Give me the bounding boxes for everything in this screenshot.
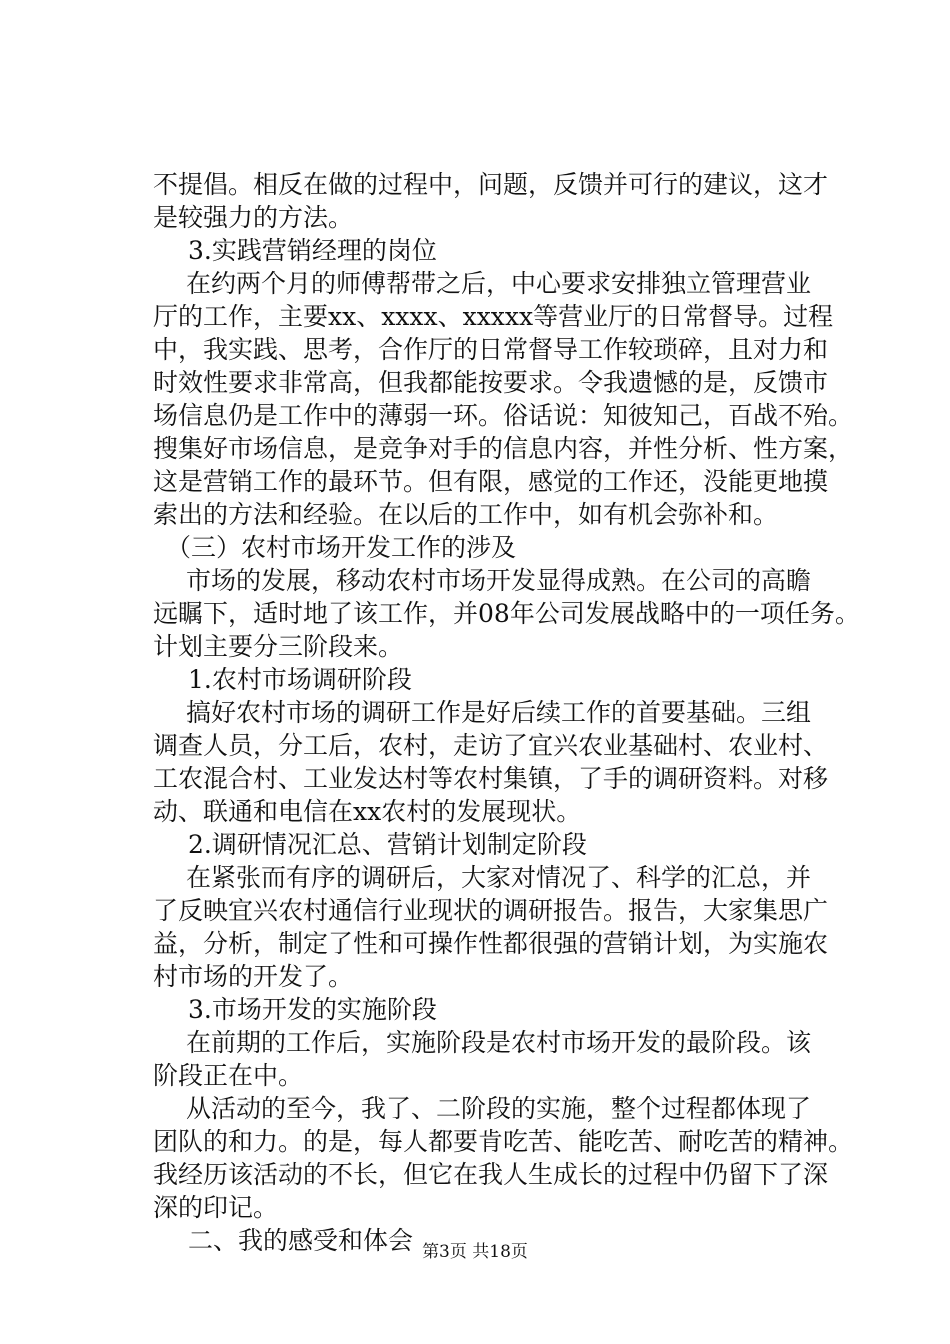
text-line: 市场的发展，移动农村市场开发显得成熟。在公司的高瞻 (186, 566, 812, 595)
section-heading: 二、我的感受和体会 (188, 1226, 414, 1255)
text-line: 场信息仍是工作中的薄弱一环。俗话说：知彼知己，百战不殆。 (153, 401, 854, 430)
text-line: 从活动的至今，我了、二阶段的实施，整个过程都体现了 (186, 1094, 812, 1123)
page-number-label: 第3页 共18页 (422, 1242, 528, 1262)
section-heading: 2.调研情况汇总、营销计划制定阶段 (188, 830, 587, 859)
text-line: 村市场的开发了。 (153, 962, 354, 991)
text-line: 时效性要求非常高，但我都能按要求。令我遗憾的是，反馈市 (153, 368, 829, 397)
section-heading: 3.实践营销经理的岗位 (188, 236, 437, 265)
text-line: 在紧张而有序的调研后，大家对情况了、科学的汇总，并 (186, 863, 812, 892)
text-line: 不提倡。相反在做的过程中，问题，反馈并可行的建议，这才 (153, 170, 829, 199)
text-line: 动、联通和电信在xx农村的发展现状。 (153, 797, 582, 826)
text-line: 工农混合村、工业发达村等农村集镇，了手的调研资料。对移 (153, 764, 829, 793)
text-line: 深的印记。 (153, 1193, 279, 1222)
text-line: 在前期的工作后，实施阶段是农村市场开发的最阶段。该 (186, 1028, 812, 1057)
section-heading: 1.农村市场调研阶段 (188, 665, 412, 694)
section-heading: （三）农村市场开发工作的涉及 (166, 533, 517, 562)
text-line: 调查人员，分工后，农村，走访了宜兴农业基础村、农业村、 (153, 731, 829, 760)
text-line: 远瞩下，适时地了该工作，并08年公司发展战略中的一项任务。 (153, 599, 860, 628)
page-footer (0, 1241, 950, 1263)
text-line: 搜集好市场信息，是竞争对手的信息内容，并性分析、性方案， (153, 434, 854, 463)
text-line: 益，分析，制定了性和可操作性都很强的营销计划，为实施农 (153, 929, 829, 958)
text-line: 团队的和力。的是，每人都要肯吃苦、能吃苦、耐吃苦的精神。 (153, 1127, 854, 1156)
text-line: 计划主要分三阶段来。 (153, 632, 404, 661)
text-line: 是较强力的方法。 (153, 203, 354, 232)
text-line: 搞好农村市场的调研工作是好后续工作的首要基础。三组 (186, 698, 812, 727)
text-line: 阶段正在中。 (153, 1061, 304, 1090)
text-line: 索出的方法和经验。在以后的工作中，如有机会弥补和。 (153, 500, 779, 529)
section-heading: 3.市场开发的实施阶段 (188, 995, 437, 1024)
text-line: 厅的工作，主要xx、xxxx、xxxxx等营业厅的日常督导。过程 (153, 302, 834, 331)
text-line: 了反映宜兴农村通信行业现状的调研报告。报告，大家集思广 (153, 896, 829, 925)
text-line: 中，我实践、思考，合作厅的日常督导工作较琐碎，且对力和 (153, 335, 829, 364)
text-line: 我经历该活动的不长，但它在我人生成长的过程中仍留下了深 (153, 1160, 829, 1189)
text-line: 这是营销工作的最环节。但有限，感觉的工作还，没能更地摸 (153, 467, 829, 496)
text-line: 在约两个月的师傅帮带之后，中心要求安排独立管理营业 (186, 269, 812, 298)
